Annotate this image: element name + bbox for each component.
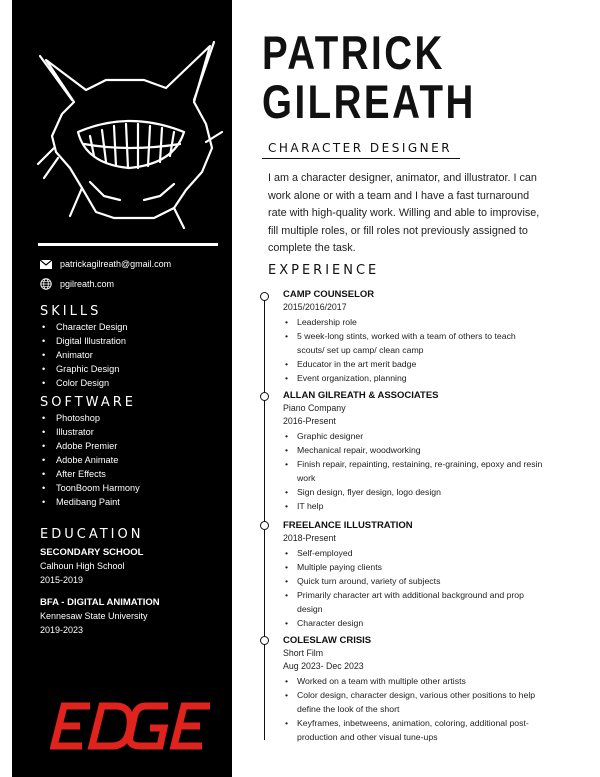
job-bullet: • Color design, character design, various other positions to help define the look of the short bbox=[283, 688, 543, 716]
skills-list bbox=[40, 320, 128, 390]
experience-heading: EXPERIENCE bbox=[268, 263, 380, 278]
job-title: CAMP COUNSELOR bbox=[283, 289, 375, 300]
job-dates: 2016-Present bbox=[283, 416, 336, 426]
sidebar-divider bbox=[38, 243, 218, 246]
job-title: ALLAN GILREATH & ASSOCIATES bbox=[283, 390, 439, 401]
job-dates: 2015/2016/2017 bbox=[283, 302, 347, 312]
first-name: PATRICK bbox=[262, 26, 445, 79]
timeline-dot bbox=[260, 636, 269, 645]
timeline-dot bbox=[260, 521, 269, 530]
education-school: Calhoun High School bbox=[40, 561, 125, 571]
summary-paragraph: I am a character designer, animator, and illustrator. I can work alone or with a team and I have a fast turnaround rate with high-quality work. Willing and able to improvise, fill multiple roles, or fill roles not previously assigned to complete the task. bbox=[268, 172, 540, 255]
last-name: GILREATH bbox=[262, 75, 476, 128]
skill-item: • Character Design bbox=[40, 320, 128, 334]
job-dates: Aug 2023- Dec 2023 bbox=[283, 661, 364, 671]
job-title: COLESLAW CRISIS bbox=[283, 635, 372, 646]
software-item: • Adobe Premier bbox=[40, 439, 140, 453]
software-item: • Medibang Paint bbox=[40, 495, 140, 509]
job-bullet: • Self-employed bbox=[283, 546, 543, 560]
globe-icon bbox=[40, 278, 52, 290]
job-bullet: • Leadership role bbox=[283, 315, 543, 329]
email-text[interactable]: patrickagilreath@gmail.com bbox=[60, 259, 172, 269]
job-bullet: • Worked on a team with multiple other artists bbox=[283, 674, 543, 688]
job-bullet: • Multiple paying clients bbox=[283, 560, 543, 574]
timeline-dot bbox=[260, 292, 269, 301]
software-heading: SOFTWARE bbox=[40, 395, 136, 410]
job-bullet: • Sign design, flyer design, logo design bbox=[283, 485, 543, 499]
education-years: 2019-2023 bbox=[40, 625, 84, 635]
experience-entry bbox=[283, 519, 543, 630]
job-bullet: • Primarily character art with additional background and prop design bbox=[283, 588, 543, 616]
timeline-line bbox=[264, 296, 265, 740]
timeline-dot bbox=[260, 392, 269, 401]
job-bullet: • Finish repair, repainting, restaining, re-graining, epoxy and resin work bbox=[283, 457, 543, 485]
role-underline bbox=[262, 158, 460, 159]
skill-item: • Color Design bbox=[40, 376, 128, 390]
education-school: Kennesaw State University bbox=[40, 611, 148, 621]
job-bullet: • 5 week-long stints, worked with a team of others to teach scouts/ set up camp/ clean camp bbox=[283, 329, 543, 357]
job-bullet: • Event organization, planning bbox=[283, 371, 543, 385]
job-bullets bbox=[283, 429, 543, 513]
job-bullet: • Educator in the art merit badge bbox=[283, 357, 543, 371]
job-bullets bbox=[283, 674, 543, 744]
education-title: BFA - DIGITAL ANIMATION bbox=[40, 597, 160, 608]
experience-entry bbox=[283, 634, 543, 744]
experience-entry bbox=[283, 288, 543, 385]
job-bullet: • Quick turn around, variety of subjects bbox=[283, 574, 543, 588]
job-title: FREELANCE ILLUSTRATION bbox=[283, 520, 413, 531]
education-heading: EDUCATION bbox=[40, 527, 144, 542]
job-bullet: • Character design bbox=[283, 616, 543, 630]
page-title bbox=[262, 28, 476, 126]
edge-logo-icon bbox=[50, 700, 216, 752]
job-type: Short Film bbox=[283, 648, 324, 658]
skills-heading: SKILLS bbox=[40, 304, 102, 319]
job-bullets bbox=[283, 546, 543, 630]
education-title: SECONDARY SCHOOL bbox=[40, 547, 144, 558]
grinning-cat-sketch-icon bbox=[34, 40, 224, 230]
skill-item: • Digital Illustration bbox=[40, 334, 128, 348]
website-text[interactable]: pgilreath.com bbox=[60, 279, 115, 289]
job-bullet: • IT help bbox=[283, 499, 543, 513]
skill-item: • Graphic Design bbox=[40, 362, 128, 376]
software-list bbox=[40, 411, 140, 509]
software-item: • Photoshop bbox=[40, 411, 140, 425]
job-role: CHARACTER DESIGNER bbox=[268, 141, 453, 155]
job-dates: 2018-Present bbox=[283, 533, 336, 543]
job-bullet: • Keyframes, inbetweens, animation, coloring, additional post-production and other visual tune-ups bbox=[283, 716, 543, 744]
website-contact[interactable] bbox=[40, 278, 114, 290]
job-bullet: • Graphic designer bbox=[283, 429, 543, 443]
software-item: • Adobe Animate bbox=[40, 453, 140, 467]
software-item: • After Effects bbox=[40, 467, 140, 481]
software-item: • Illustrator bbox=[40, 425, 140, 439]
email-contact[interactable] bbox=[40, 259, 171, 269]
envelope-icon bbox=[40, 260, 52, 269]
job-company: Piano Company bbox=[283, 403, 346, 413]
education-years: 2015-2019 bbox=[40, 575, 84, 585]
job-bullet: • Mechanical repair, woodworking bbox=[283, 443, 543, 457]
experience-entry bbox=[283, 389, 543, 513]
skill-item: • Animator bbox=[40, 348, 128, 362]
job-bullets bbox=[283, 315, 543, 385]
software-item: • ToonBoom Harmony bbox=[40, 481, 140, 495]
sidebar bbox=[12, 0, 232, 777]
